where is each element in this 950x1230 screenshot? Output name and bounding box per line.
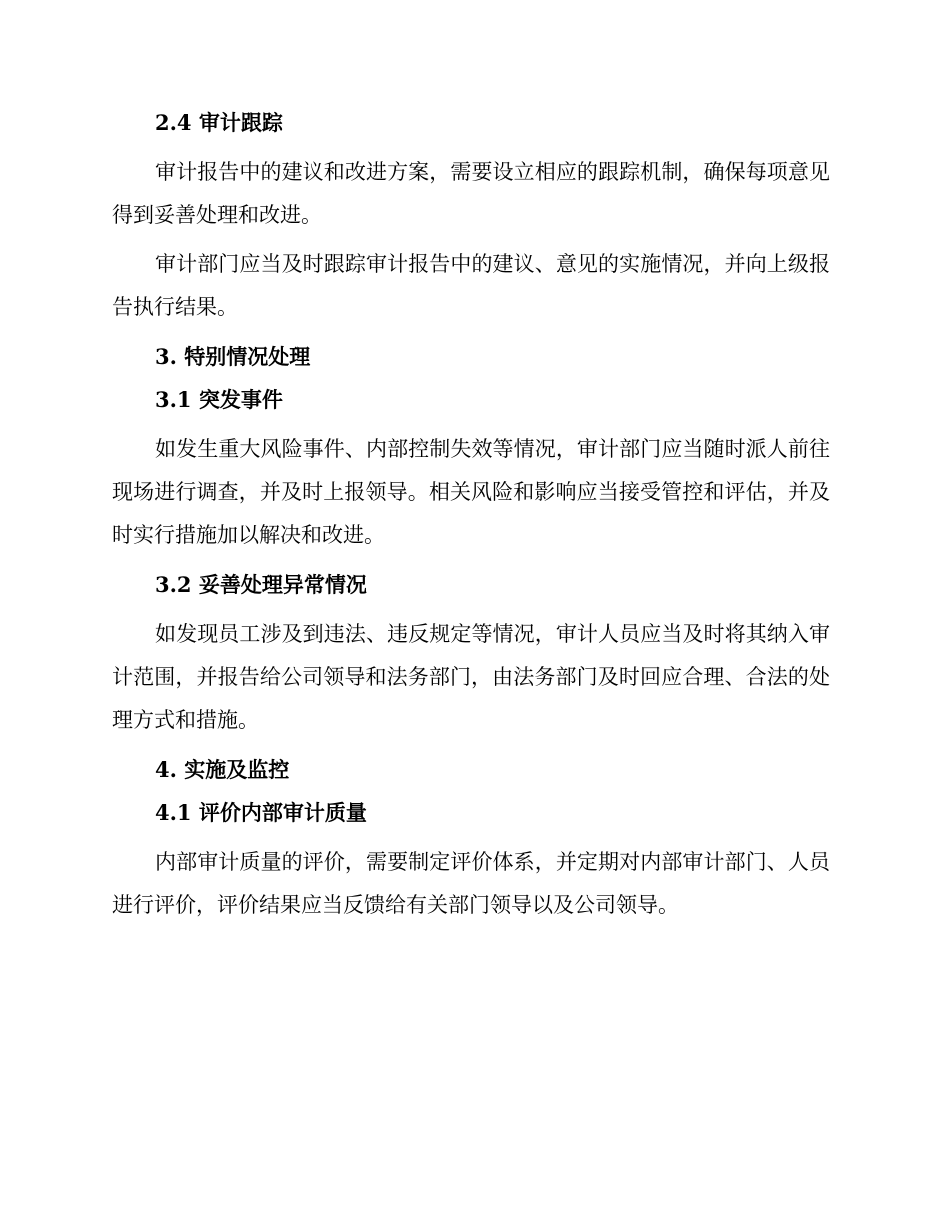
- paragraph-audit-tracking-1: 审计报告中的建议和改进方案，需要设立相应的跟踪机制，确保每项意见得到妥善处理和改进。: [112, 160, 830, 227]
- section-heading-3: 3. 特别情况处理: [155, 344, 311, 369]
- paragraph-quality-evaluation: 内部审计质量的评价，需要制定评价体系，并定期对内部审计部门、人员进行评价，评价结果应当反馈给有关部门领导以及公司领导。: [112, 850, 830, 917]
- paragraph-audit-tracking-2: 审计部门应当及时跟踪审计报告中的建议、意见的实施情况，并向上级报告执行结果。: [112, 252, 830, 319]
- section-heading-3-1: 3.1 突发事件: [155, 387, 283, 412]
- section-heading-4: 4. 实施及监控: [155, 757, 290, 782]
- paragraph-emergency: 如发生重大风险事件、内部控制失效等情况，审计部门应当随时派人前往现场进行调查，并及时上报领导。相关风险和影响应当接受管控和评估，并及时实行措施加以解决和改进。: [112, 437, 830, 547]
- section-heading-2-4: 2.4 审计跟踪: [155, 110, 283, 135]
- document-page: [112, 108, 830, 927]
- paragraph-abnormal: 如发现员工涉及到违法、违反规定等情况，审计人员应当及时将其纳入审计范围，并报告给公司领导和法务部门，由法务部门及时回应合理、合法的处理方式和措施。: [112, 622, 830, 732]
- section-heading-3-2: 3.2 妥善处理异常情况: [155, 572, 367, 597]
- section-heading-4-1: 4.1 评价内部审计质量: [155, 800, 367, 825]
